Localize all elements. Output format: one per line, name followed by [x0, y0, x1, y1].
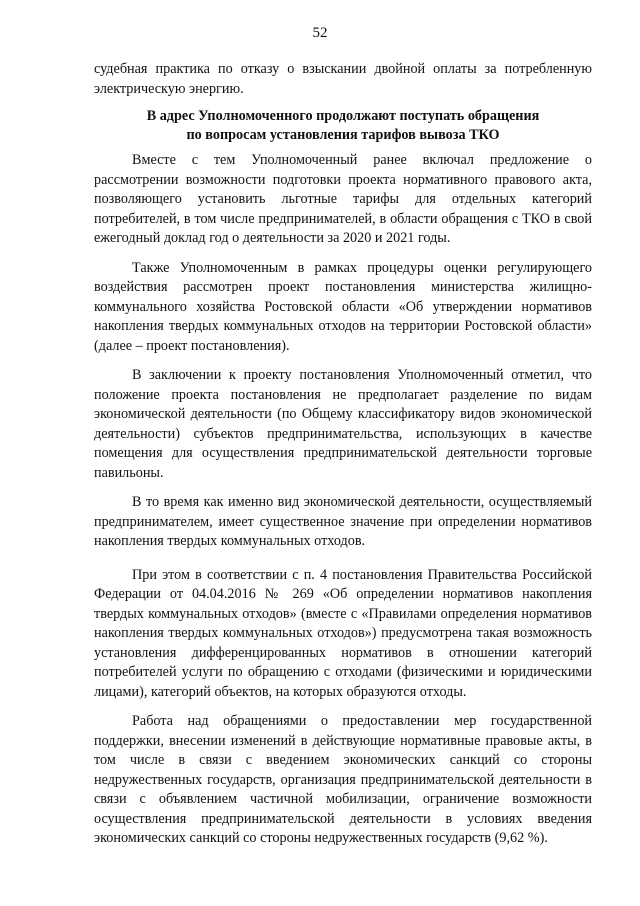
paragraph-1: Вместе с тем Уполномоченный ранее включал предложение о рассмотрении возможности подготовки проекта нормативного правового акта, позволяющего установить льготные тарифы для отдельных категорий потребителей, в том числе предпринимателей, в области обращения с ТКО в свой ежегодный доклад год о деятельности за 2020 и 2021 годы.	[94, 152, 592, 246]
paragraph-6: Работа над обращениями о предоставлении мер государственной поддержки, внесении изменений в действующие нормативные правовые акты, в том числе в связи с введением экономических санкций со стороны недружественных государств, организация предпринимательской деятельности в связи с объявлением частичной мобилизации, ограничение возможности осуществления предпринимательской деятельности в условиях введения экономических санкций со стороны недружественных государств (9,62 %).	[94, 713, 592, 846]
paragraph-3: В заключении к проекту постановления Уполномоченный отметил, что положение проекта постановления не предполагает разделение по видам экономической деятельности (по Общему классификатору видов экономической деятельности) субъектов предпринимательства, использующих в качестве помещения для осуществления предпринимательской деятельности торговые павильоны.	[94, 367, 592, 481]
section-heading-line-2: по вопросам установления тарифов вывоза ТКО	[186, 127, 500, 143]
page-content	[94, 60, 592, 859]
section-heading-line-1: В адрес Уполномоченного продолжают поступать обращения	[146, 108, 540, 124]
paragraph-5: При этом в соответствии с п. 4 постановления Правительства Российской Федерации от 04.04.2016 № 269 «Об определении нормативов накопления твердых коммунальных отходов» (вместе с «Правилами определения нормативов накопления твердых коммунальных отходов») предусмотрена такая возможность установления дифференцированных нормативов в отношении категорий потребителей услуги по обращению с отходами (физическими и юридическими лицами), категорий объектов, на которых образуются отходы.	[94, 566, 592, 700]
page-number: 52	[312, 25, 328, 41]
section-heading	[94, 107, 592, 145]
paragraph-2: Также Уполномоченным в рамках процедуры оценки регулирующего воздействия рассмотрен проект постановления министерства жилищно-коммунального хозяйства Ростовской области «Об утверждении нормативов накопления твердых коммунальных отходов на территории Ростовской области» (далее – проект постановления).	[94, 259, 592, 354]
intro-paragraph: судебная практика по отказу о взыскании двойной оплаты за потребленную электрическую энергию.	[94, 61, 592, 97]
paragraph-4: В то время как именно вид экономической деятельности, осуществляемый предпринимателем, имеет существенное значение при определении нормативов накопления твердых коммунальных отходов.	[94, 494, 592, 549]
